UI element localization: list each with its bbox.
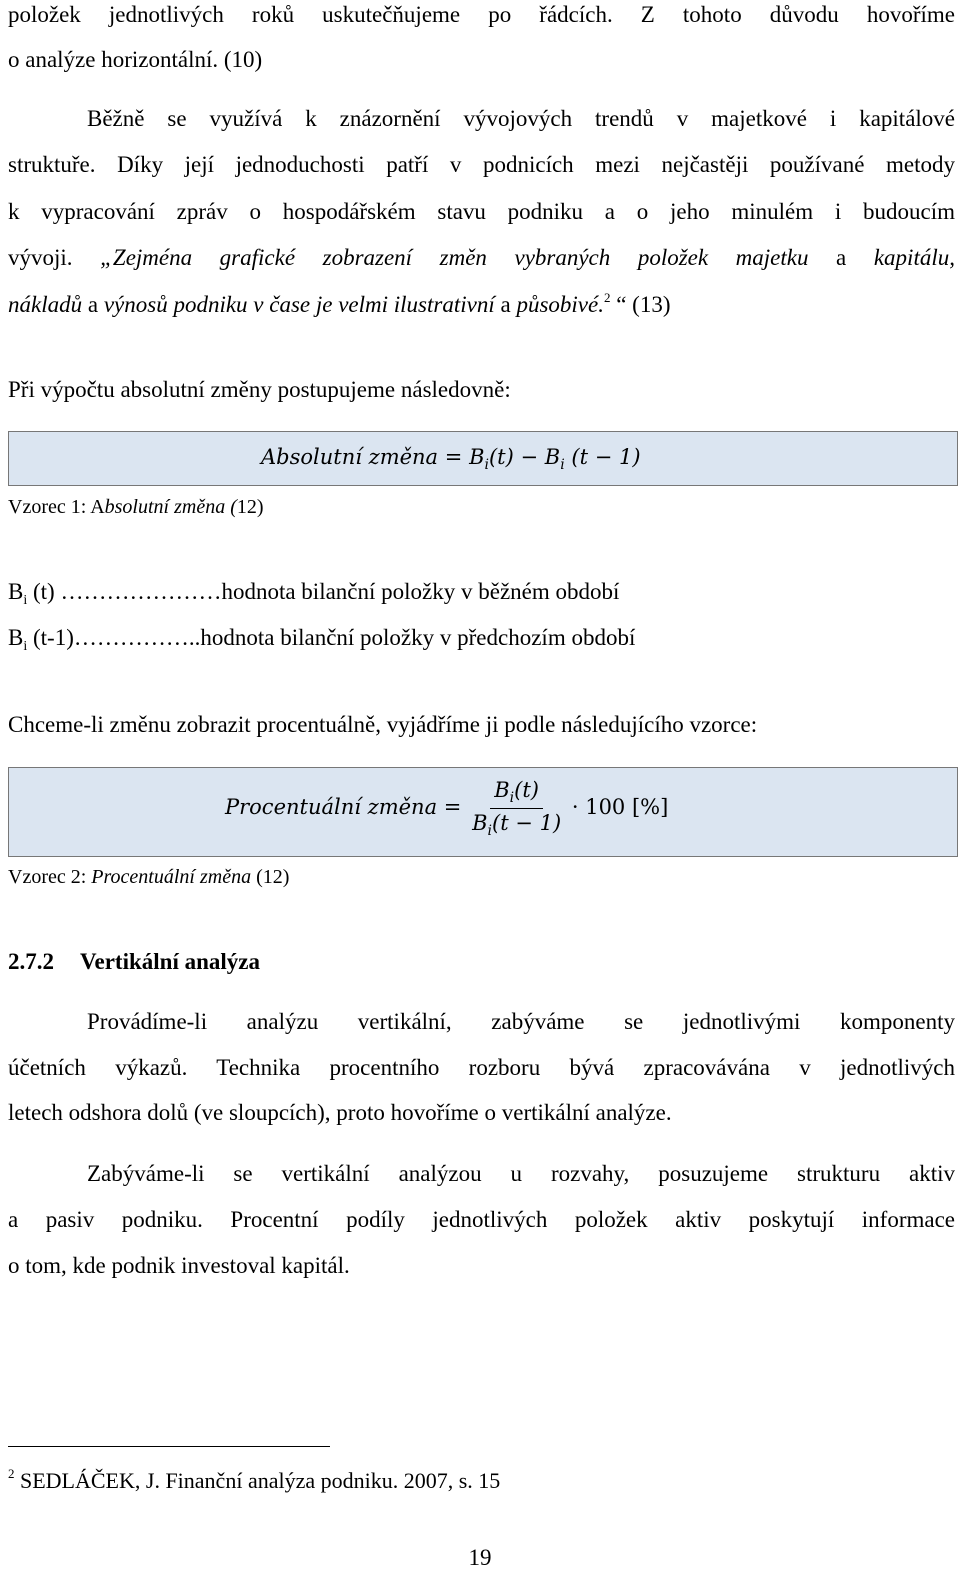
text-run: “ (13) — [610, 292, 671, 317]
formula-percent: Procentuální změna = $\frac{B_i(t)}{B_i(t - 1)}$ · 100 [%] — [225, 778, 669, 839]
text-line — [8, 291, 955, 316]
footnote-ref: 2 — [603, 290, 611, 305]
footnote-rule — [8, 1446, 330, 1447]
text-line: k vypracování zpráv o hospodářském stavu podniku a o jeho minulém i budoucím — [8, 199, 955, 224]
text-line: Běžně se využívá k znázornění vývojových trendů v majetkové i kapitálové — [87, 106, 955, 131]
formula-box-percent — [8, 767, 958, 857]
formula-caption: Vzorec 1: Absolutní změna (12) — [8, 496, 264, 518]
section-heading: 2.7.2 Vertikální analýza — [8, 949, 260, 974]
formula-absolute: Absolutní změna = $B_i(t) - B_i$ (t − 1) — [261, 445, 641, 473]
text-line: o tom, kde podnik investoval kapitál. — [8, 1253, 350, 1278]
quote-run: „Zejména grafické zobrazení změn vybraných položek majetku — [100, 245, 809, 270]
text-run: a — [82, 292, 104, 317]
text-run: vývoji. — [8, 245, 101, 270]
text-line: Chceme-li změnu zobrazit procentuálně, vyjádříme ji podle následujícího vzorce: — [8, 712, 758, 737]
text-line: struktuře. Díky její jednoduchosti patří v podnicích mezi nejčastěji používané metody — [8, 152, 955, 177]
text-line: Zabýváme-li se vertikální analýzou u rozvahy, posuzujeme strukturu aktiv — [87, 1161, 955, 1186]
definition-row: $B_i$ (t) …………………hodnota bilanční položky v běžném období — [8, 579, 620, 608]
formula-box-absolute — [8, 431, 958, 486]
text-line: letech odshora dolů (ve sloupcích), proto hovoříme o vertikální analýze. — [8, 1100, 672, 1125]
text-run: a — [808, 245, 874, 270]
footnote-mark: 2 — [8, 1466, 15, 1481]
footnote — [8, 1467, 955, 1492]
text-line: Provádíme-li analýzu vertikální, zabýváme se jednotlivými komponenty — [87, 1009, 955, 1034]
quote-run: výnosů podniku v čase je velmi ilustrativní — [103, 292, 495, 317]
text-line — [8, 246, 955, 269]
text-line: položek jednotlivých roků uskutečňujeme po řádcích. Z tohoto důvodu hovoříme — [8, 2, 955, 27]
footnote-text: SEDLÁČEK, J. Finanční analýza podniku. 2007, s. 15 — [14, 1468, 501, 1493]
text-line: účetních výkazů. Technika procentního rozboru bývá zpracovávána v jednotlivých — [8, 1055, 955, 1080]
fraction: $\frac{B_i(t)}{B_i(t - 1)}$ — [472, 778, 562, 839]
text-line: a pasiv podniku. Procentní podíly jednotlivých položek aktiv poskytují informace — [8, 1207, 955, 1232]
definition-row: $B_i$ (t-1)……………..hodnota bilanční položky v předchozím období — [8, 625, 636, 654]
formula-caption: Vzorec 2: Procentuální změna (12) — [8, 866, 290, 888]
text-run: a — [494, 292, 517, 317]
quote-run: působivé. — [516, 292, 604, 317]
text-line: o analýze horizontální. (10) — [8, 47, 263, 72]
quote-run: kapitálu, — [873, 245, 955, 270]
quote-run: nákladů — [8, 292, 83, 317]
text-line: Při výpočtu absolutní změny postupujeme následovně: — [8, 377, 511, 402]
page-number: 19 — [468, 1545, 492, 1570]
